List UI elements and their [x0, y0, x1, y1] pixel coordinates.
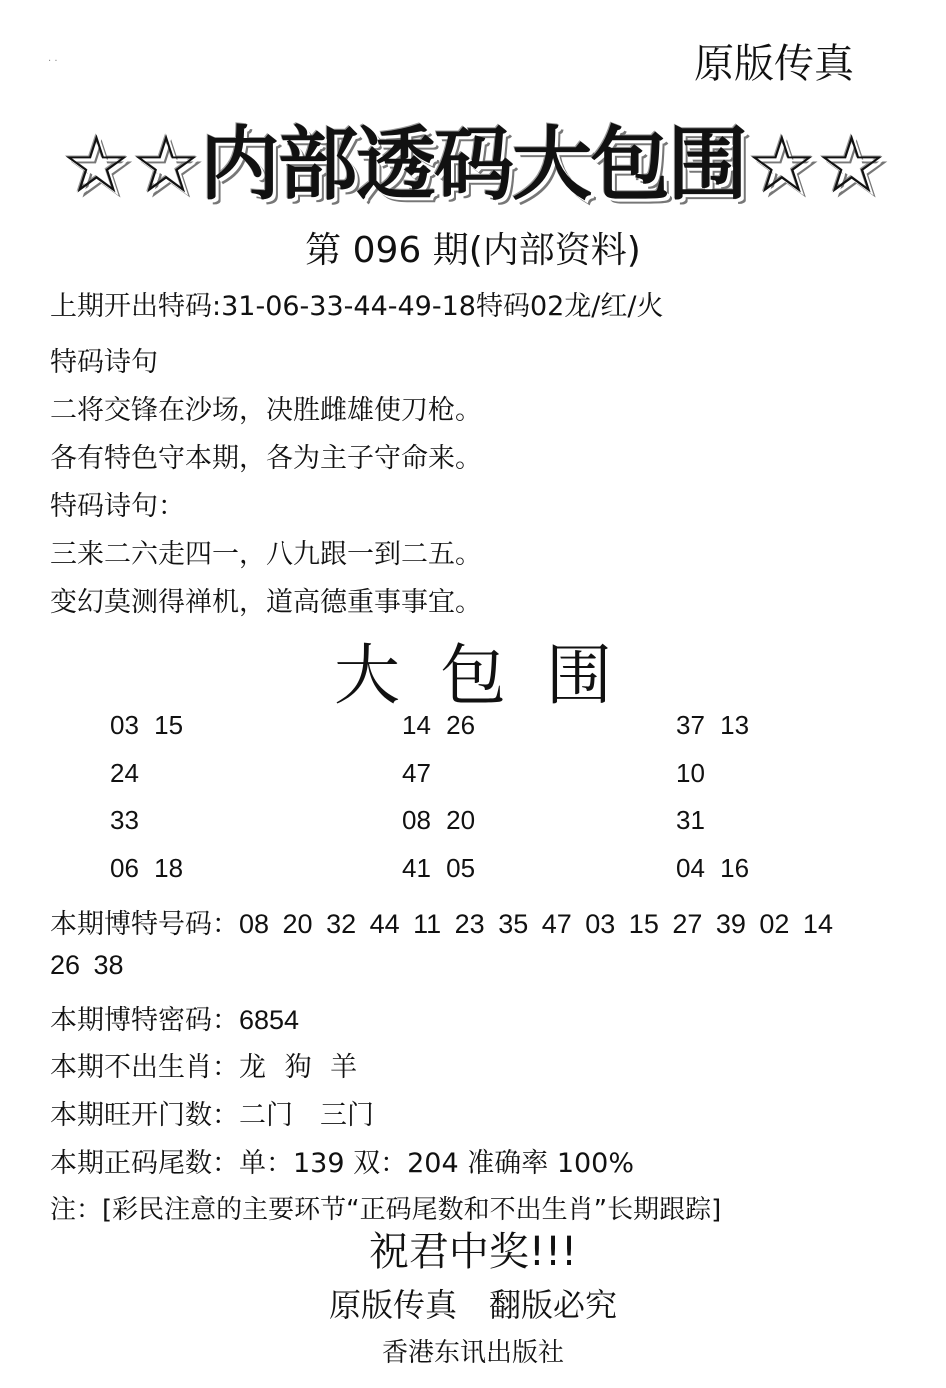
special-numbers-row [50, 902, 833, 941]
grid-cell: 24 [110, 757, 139, 788]
grid-cell: 10 [676, 757, 705, 788]
special-numbers-line2: 26 38 [50, 950, 124, 980]
secret-code-row [50, 998, 299, 1037]
grid-cell: 14 26 [402, 710, 476, 740]
secret-code: 6854 [239, 1005, 300, 1035]
section-title: 大包围 [334, 637, 652, 714]
scan-specks: · · [48, 56, 58, 67]
publisher-text: 香港东讯出版社 [381, 1338, 564, 1368]
tail-row [50, 1141, 634, 1180]
special-numbers-line1: 08 20 32 44 11 23 35 47 03 15 27 39 02 14 [239, 909, 833, 939]
grid-cell: 03 15 [110, 710, 184, 740]
rights-text: 原版传真 翻版必究 [328, 1286, 617, 1324]
last-result: 上期开出特码:31-06-33-44-49-18特码02龙/红/火 [50, 291, 664, 322]
grid-cell: 37 13 [676, 710, 750, 740]
no-zodiac: 龙 狗 羊 [239, 1052, 358, 1083]
grid-cell: 31 [676, 805, 705, 835]
wish-text: 祝君中奖!!! [368, 1229, 578, 1275]
fax-label: 原版传真 [694, 41, 854, 87]
grid-cell: 08 20 [402, 805, 476, 835]
issue-number: 第 096 期(内部资料) [305, 230, 641, 271]
no-zodiac-row [50, 1045, 357, 1084]
poem2-line2: 变幻莫测得禅机，道高德重事事宜。 [50, 587, 482, 618]
poem1-line2: 各有特色守本期，各为主子守命来。 [50, 443, 482, 474]
poem1-line1: 二将交锋在沙场，决胜雌雄使刀枪。 [50, 395, 482, 426]
grid-cell: 41 05 [402, 852, 476, 883]
special-numbers-label: 本期博特号码： [50, 909, 239, 940]
grid-cell: 33 [110, 805, 139, 835]
no-zodiac-label: 本期不出生肖： [50, 1052, 239, 1083]
grid-cell: 47 [402, 757, 431, 788]
poem2-line1: 三来二六走四一，八九跟一到二五。 [50, 539, 482, 570]
doors-label: 本期旺开门数： [50, 1100, 239, 1131]
doors-row [50, 1093, 374, 1132]
poem2-heading: 特码诗句： [50, 491, 185, 522]
tail: 单：139 双：204 准确率 100% [239, 1148, 635, 1179]
poem1-heading: 特码诗句 [50, 347, 158, 378]
main-title: ☆☆内部透码大包围☆☆ [60, 118, 886, 211]
note: 注：[彩民注意的主要环节“正码尾数和不出生肖”长期跟踪] [50, 1195, 722, 1225]
doors: 二门 三门 [239, 1100, 374, 1131]
secret-code-label: 本期博特密码： [50, 1005, 239, 1036]
grid-cell: 04 16 [676, 852, 750, 883]
number-grid [110, 710, 870, 900]
tail-label: 本期正码尾数： [50, 1148, 239, 1179]
grid-cell: 06 18 [110, 852, 184, 883]
